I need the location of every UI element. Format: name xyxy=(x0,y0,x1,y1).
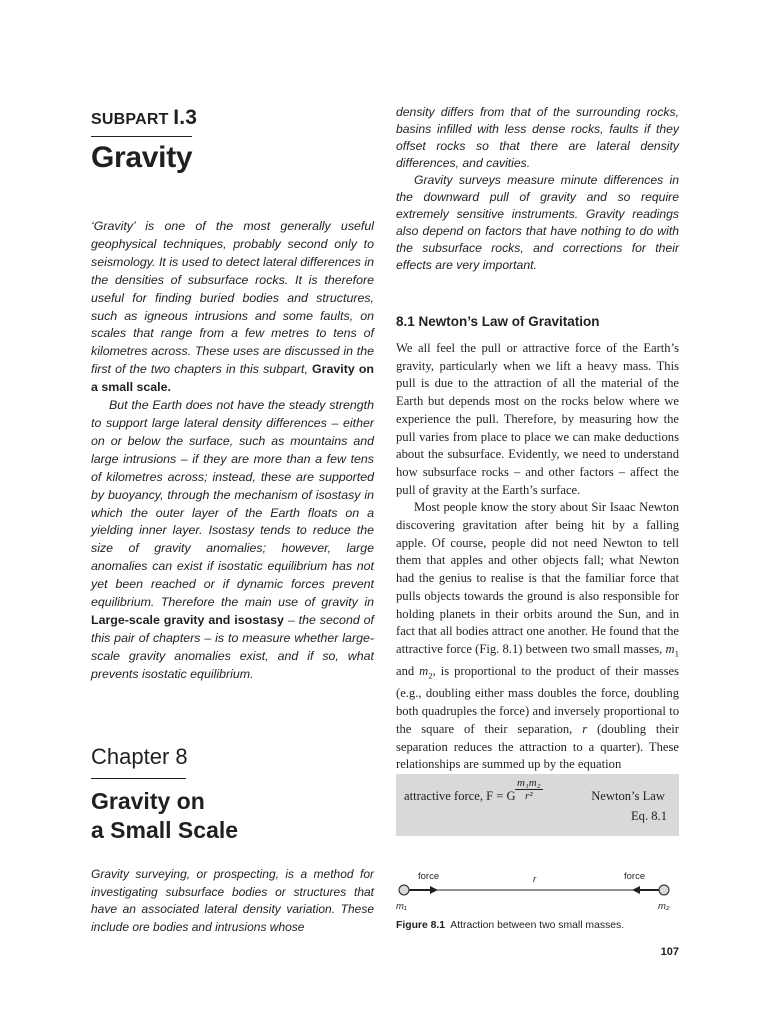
chapter-title-line1: Gravity on xyxy=(91,788,205,814)
mass-2-label: m₂ xyxy=(658,901,670,912)
subpart-title: Gravity xyxy=(91,141,193,174)
chapter-intro: Gravity surveying, or prospecting, is a method for investigating subsurface bodies or structures that have an associated lateral density variation. These include ore bodies and intrusions whose xyxy=(91,867,374,934)
subpart-label-text: SUBPART xyxy=(91,111,169,128)
chapter-title xyxy=(91,787,238,845)
var-m1: m xyxy=(665,641,675,656)
force-arrow-left-head xyxy=(430,886,438,894)
chapter-rule xyxy=(91,778,186,779)
intro-paragraph-2 xyxy=(91,397,374,684)
equation-box xyxy=(396,774,679,836)
mass-1-label: m₁ xyxy=(396,901,407,912)
section-body xyxy=(396,340,679,774)
intro-p1-text: ‘Gravity’ is one of the most generally useful geophysical techniques, probably second only to seismology. It is used to detect lateral differences in the densities of subsurface rocks. It is therefore useful for finding buried bodies and structures, such as igneous intrusions and some faults, on scales that range from a few metres to tens of kilometres across. These uses are discussed in the first of the two chapters in this subpart, xyxy=(91,219,374,377)
intro-paragraph-1 xyxy=(91,218,374,397)
equation-fraction xyxy=(515,777,543,802)
body-paragraph-2 xyxy=(396,499,679,774)
body-p2-text: Most people know the story about Sir Isaac Newton discovering gravitation after being hit by a falling apple. Of course, people did not need Newton to tell them that apples and other objects fall; what Newton had the genius to realise is that the familiar force that pulls objects towards the ground is also responsible for holding planets in their orbits around the Sun, and in fact that all bodies attract one another. He found that the attractive force (Fig. 8.1) between two small masses, xyxy=(396,500,679,656)
force-label-right: force xyxy=(624,871,646,882)
page-number: 107 xyxy=(660,946,679,958)
caption-label: Figure 8.1 xyxy=(396,920,446,931)
equation-name: Newton’s Law xyxy=(591,789,665,803)
force-label-left: force xyxy=(418,871,440,882)
equation-lhs: attractive force, F = G xyxy=(404,789,516,803)
chapter-title-line2: a Small Scale xyxy=(91,817,239,843)
force-arrow-right-head xyxy=(632,886,640,894)
mass-2-circle xyxy=(659,885,669,895)
var-m2: m xyxy=(419,664,429,679)
figure-8-1 xyxy=(396,862,679,917)
body-paragraph-1: We all feel the pull or attractive force of the Earth’s gravity, particularly when we lift a heavy mass. This pull is due to the attraction of all the material of the Earth but depends most on the rocks below where we experience the pull. Therefore, by measuring how the pull varies from place to place we can make deductions about the subsurface. Evidently, we need to understand how subsurface rocks – and other factors – affect the pull of gravity at the Earth’s surface. xyxy=(396,341,679,497)
subpart-number: I.3 xyxy=(173,106,198,129)
subpart-rule xyxy=(91,136,192,137)
chapter-label: Chapter 8 xyxy=(91,744,188,769)
continued-paragraph-2: Gravity surveys measure minute differences in the downward pull of gravity and so require extremely sensitive instruments. Gravity readings also depend on factors that have nothing to do with the subsurface rocks, and corrections for their effects are very important. xyxy=(396,173,679,272)
equation-denominator: r² xyxy=(524,790,533,802)
word-and: and xyxy=(396,664,415,679)
var-m1-sub: 1 xyxy=(674,648,679,659)
body-p2-middle: , is proportional to the product of their masses (e.g., doubling either mass doubles the force, doubling both quadruples the force) and inversely proportional to the square of their separation, xyxy=(396,664,680,736)
intro-p2-bold: Large-scale gravity and isostasy xyxy=(91,612,284,627)
mass-1-circle xyxy=(399,885,409,895)
equation-numerator: m₁m₂ xyxy=(517,777,541,789)
continued-text xyxy=(396,104,679,274)
var-r: r xyxy=(582,721,588,736)
intro-p2-text: But the Earth does not have the steady strength to support large lateral density differences – either on or below the surface, such as mountains and large intrusions – if they are more than a few tens of kilometres across; instead, these are supported by buoyancy, through the mechanism of isostasy in which the outer layer of the Earth floats on a yielding inner layer. Isostasy tends to reduce the size of gravity anomalies; however, large anomalies can exist if isostatic equilibrium has not yet been reached or if dynamic forces prevent equilibrium. Therefore the main use of gravity in xyxy=(91,398,374,610)
equation-number: Eq. 8.1 xyxy=(630,809,667,823)
subpart-intro xyxy=(91,218,374,684)
intro-p2-tail: – the second of this pair of chapters – is to measure whether large-scale gravity anomalies exist, and if so, what prevents isostatic equilibrium. xyxy=(91,612,374,681)
section-heading: 8.1 Newton’s Law of Gravitation xyxy=(396,314,600,329)
separation-label: r xyxy=(533,874,537,885)
intro-p1-bold: Gravity on a small scale. xyxy=(91,362,374,395)
subpart-label xyxy=(91,106,197,130)
caption-text: Attraction between two small masses. xyxy=(450,920,625,931)
body-p2-tail: (doubling their separation reduces the attraction to a quarter). These relationships are summed up by the equation xyxy=(396,721,679,772)
continued-paragraph-1: density differs from that of the surrounding rocks, basins infilled with less dense rocks, faults if they offset rocks so that there are lateral density differences, and cavities. xyxy=(396,105,679,170)
var-m2-sub: 2 xyxy=(428,670,433,681)
figure-caption xyxy=(396,920,624,931)
